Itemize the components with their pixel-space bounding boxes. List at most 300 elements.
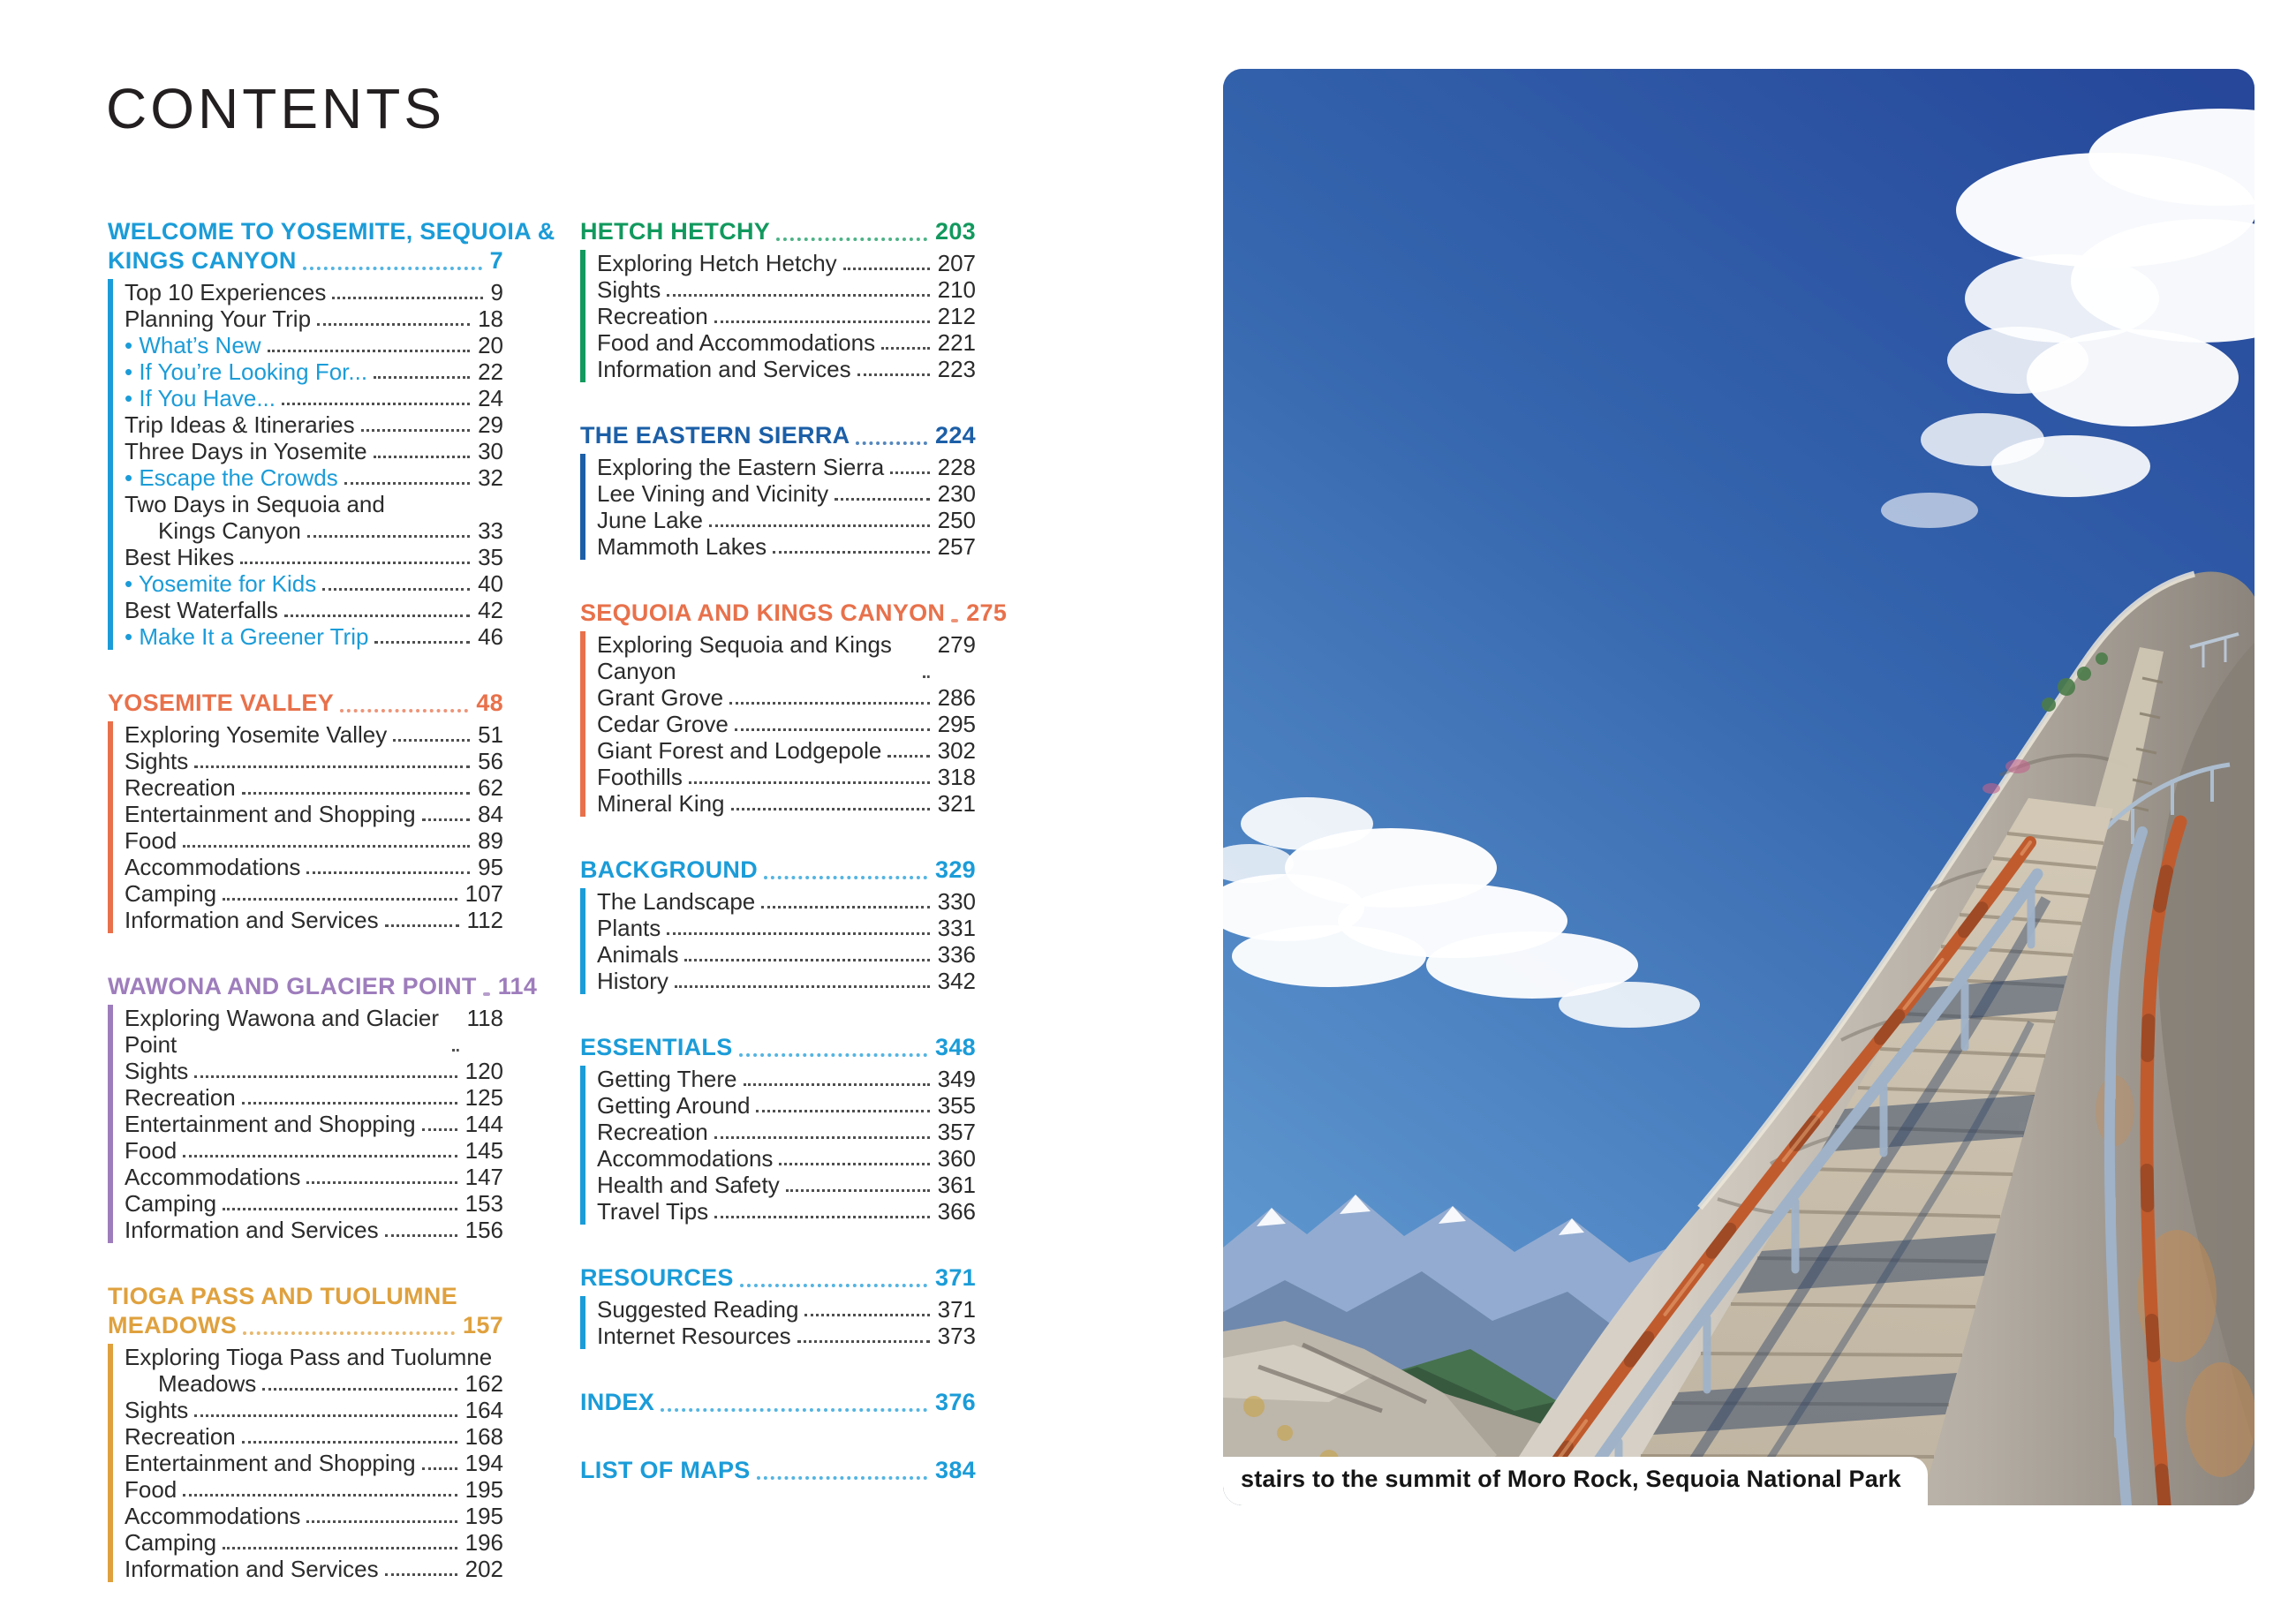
entry-page-number: 40 (478, 570, 503, 597)
entry-page-number: 144 (464, 1111, 503, 1137)
toc-entry (125, 854, 503, 880)
section-title-line (108, 972, 538, 1001)
section-entries (580, 454, 976, 560)
dotted-leader (446, 1005, 465, 1058)
entry-page-number: 257 (937, 533, 976, 560)
dotted-leader (301, 517, 476, 544)
section-page-number: 114 (497, 973, 538, 999)
dotted-leader (828, 480, 935, 507)
entry-page-number: 223 (937, 356, 976, 382)
section-entries (580, 631, 976, 817)
entry-label: Getting Around (597, 1092, 751, 1119)
entry-label: Getting There (597, 1066, 737, 1092)
toc-entry (597, 454, 976, 480)
section-entries (580, 1066, 976, 1225)
entry-label: Recreation (597, 1119, 708, 1145)
dotted-leader (234, 544, 476, 570)
entry-page-number: 228 (937, 454, 976, 480)
dotted-leader (477, 972, 496, 1001)
dotted-leader (668, 968, 936, 994)
toc-entry (597, 1172, 976, 1198)
entry-page-number: 107 (464, 880, 503, 907)
section-title-line (580, 1263, 976, 1293)
toc-entry (597, 888, 976, 915)
section-title-line (108, 1311, 503, 1340)
section-entries (580, 250, 976, 382)
toc-entry (597, 684, 976, 711)
entry-label: • What’s New (125, 332, 261, 358)
toc-entry (125, 411, 503, 438)
toc-entry (597, 711, 976, 737)
entry-label: Three Days in Yosemite (125, 438, 367, 464)
entry-page-number: 145 (464, 1137, 503, 1164)
entry-label: Meadows (158, 1370, 257, 1397)
section-title-text: RESOURCES (580, 1264, 734, 1291)
section-page-number: 376 (935, 1389, 976, 1415)
entry-label: Recreation (597, 303, 708, 329)
entry-label: Camping (125, 1529, 217, 1556)
toc-entry (125, 1450, 503, 1476)
toc-section (580, 217, 976, 382)
toc-entry (597, 941, 976, 968)
dotted-leader (379, 1217, 464, 1243)
dotted-leader (725, 790, 936, 817)
toc-entry (597, 1092, 976, 1119)
entry-page-number: 42 (478, 597, 503, 623)
entry-page-number: 342 (937, 968, 976, 994)
entry-label: Mineral King (597, 790, 725, 817)
entry-label: • Yosemite for Kids (125, 570, 317, 597)
section-title-text: BACKGROUND (580, 856, 758, 883)
dotted-leader (917, 631, 936, 684)
dotted-leader (780, 1172, 936, 1198)
section-title-line (108, 246, 503, 275)
dotted-leader (316, 570, 476, 597)
entry-page-number: 56 (478, 748, 503, 774)
entry-page-number: 349 (937, 1066, 976, 1092)
toc-entry (125, 305, 503, 332)
section-title-line (580, 1456, 976, 1485)
entry-page-number: 156 (464, 1217, 503, 1243)
section-entries (108, 1344, 503, 1582)
entry-page-number: 164 (464, 1397, 503, 1423)
dotted-leader (188, 748, 476, 774)
section-title-text: THE EASTERN SIERRA (580, 422, 850, 449)
toc-entry (125, 438, 503, 464)
dotted-leader (661, 276, 935, 303)
entry-page-number: 18 (478, 305, 503, 332)
dotted-leader (177, 1137, 463, 1164)
toc-section (580, 1033, 976, 1225)
toc-section (580, 1456, 976, 1485)
entry-label: Lee Vining and Vicinity (597, 480, 829, 507)
entry-page-number: 195 (464, 1503, 503, 1529)
section-title-line (580, 599, 1008, 628)
section-entries (580, 888, 976, 994)
dotted-leader (708, 1198, 935, 1225)
toc-entry (597, 1119, 976, 1145)
entry-label: Food and Accommodations (597, 329, 876, 356)
section-title-line (580, 217, 976, 246)
dotted-leader (216, 880, 464, 907)
toc-entry (125, 597, 503, 623)
entry-label: Sights (125, 1397, 189, 1423)
toc-entry (597, 507, 976, 533)
toc-section (108, 217, 555, 650)
entry-page-number: 33 (478, 517, 503, 544)
entry-label: Travel Tips (597, 1198, 709, 1225)
entry-page-number: 22 (478, 358, 503, 385)
section-title-text: INDEX (580, 1389, 655, 1415)
entry-page-number: 194 (464, 1450, 503, 1476)
dotted-leader (368, 623, 476, 650)
entry-label: Giant Forest and Lodgepole (597, 737, 882, 764)
entry-page-number: 279 (937, 631, 976, 658)
toc-entry (597, 1198, 976, 1225)
toc-section (580, 1263, 976, 1349)
dotted-leader (703, 507, 936, 533)
toc-entry (125, 1476, 503, 1503)
toc-entry (125, 880, 503, 907)
entry-page-number: 371 (937, 1296, 976, 1323)
toc-entry (125, 1058, 503, 1084)
toc-entry (125, 570, 503, 597)
toc-entry (597, 737, 976, 764)
entry-page-number: 84 (478, 801, 503, 827)
toc-entry (125, 1344, 503, 1370)
section-title-text: ESSENTIALS (580, 1034, 733, 1060)
toc-entry (597, 790, 976, 817)
dotted-leader (798, 1296, 935, 1323)
entry-label: Sights (125, 1058, 189, 1084)
toc-entry (125, 279, 503, 305)
entry-label: Trip Ideas & Itineraries (125, 411, 355, 438)
moro-rock-photo-art (1223, 69, 2254, 1505)
entry-label: Exploring Sequoia and Kings Canyon (597, 631, 892, 684)
toc-section (580, 599, 1008, 817)
entry-label: Exploring Yosemite Valley (125, 721, 388, 748)
dotted-leader (737, 1066, 936, 1092)
entry-label: History (597, 968, 668, 994)
toc-entry (597, 329, 976, 356)
entry-page-number: 221 (937, 329, 976, 356)
toc-section (580, 856, 976, 994)
toc-entry (125, 1217, 503, 1243)
dotted-leader (256, 1370, 463, 1397)
entry-label: The Landscape (597, 888, 756, 915)
entry-page-number: 32 (478, 464, 503, 491)
entry-label: Entertainment and Shopping (125, 1111, 416, 1137)
dotted-leader (177, 827, 476, 854)
toc-entry (597, 764, 976, 790)
toc-entry (125, 1005, 503, 1058)
section-page-number: 203 (935, 218, 976, 245)
entry-page-number: 30 (478, 438, 503, 464)
dotted-leader (236, 1084, 464, 1111)
section-title-text: YOSEMITE VALLEY (108, 690, 335, 716)
toc-entry (125, 1164, 503, 1190)
toc-entry (597, 356, 976, 382)
entry-label: Sights (125, 748, 189, 774)
toc-entry (125, 358, 503, 385)
entry-page-number: 336 (937, 941, 976, 968)
section-entries (108, 1005, 503, 1243)
section-title-line (580, 856, 976, 885)
entry-label: Accommodations (125, 854, 301, 880)
entry-label: Accommodations (125, 1164, 301, 1190)
dotted-leader (758, 856, 933, 885)
entry-label: Planning Your Trip (125, 305, 312, 332)
section-entries (108, 721, 503, 933)
section-title-line (580, 1033, 976, 1062)
dotted-leader (661, 915, 935, 941)
dotted-leader (945, 599, 964, 628)
section-entries (580, 1296, 976, 1349)
entry-label: Camping (125, 1190, 217, 1217)
section-page-number: 371 (935, 1264, 976, 1291)
dotted-leader (236, 1423, 464, 1450)
section-title-text: SEQUOIA AND KINGS CANYON (580, 599, 946, 626)
toc-entry (125, 517, 503, 544)
entry-label: Information and Services (597, 356, 851, 382)
entry-label: Best Hikes (125, 544, 235, 570)
entry-label: Food (125, 1137, 177, 1164)
entry-page-number: 89 (478, 827, 503, 854)
entry-page-number: 210 (937, 276, 976, 303)
entry-label: Mammoth Lakes (597, 533, 767, 560)
dotted-leader (837, 250, 936, 276)
dotted-leader (326, 279, 488, 305)
entry-label: • If You Have... (125, 385, 276, 411)
entry-label: Food (125, 827, 177, 854)
toc-entry (597, 1296, 976, 1323)
dotted-leader (733, 1033, 934, 1062)
toc-section (108, 689, 503, 933)
toc-entry (125, 1190, 503, 1217)
dotted-leader (355, 411, 476, 438)
entry-label: Plants (597, 915, 661, 941)
section-title-text: TIOGA PASS AND TUOLUMNE (108, 1283, 457, 1309)
dotted-leader (379, 907, 465, 933)
dotted-leader (387, 721, 476, 748)
section-page-number: 157 (463, 1312, 503, 1338)
toc-entry (125, 827, 503, 854)
section-title-line (108, 1282, 503, 1311)
dotted-leader (851, 356, 936, 382)
dotted-leader (729, 711, 936, 737)
toc-section (580, 421, 976, 560)
entry-page-number: 286 (937, 684, 976, 711)
dotted-leader (723, 684, 936, 711)
entry-label: Best Waterfalls (125, 597, 278, 623)
entry-page-number: 95 (478, 854, 503, 880)
dotted-leader (683, 764, 936, 790)
toc-entry (125, 1423, 503, 1450)
entry-page-number: 330 (937, 888, 976, 915)
entry-page-number: 361 (937, 1172, 976, 1198)
entry-label: • Make It a Greener Trip (125, 623, 369, 650)
dotted-leader (276, 385, 476, 411)
photo-caption: stairs to the summit of Moro Rock, Sequoia National Park (1223, 1457, 1928, 1505)
dotted-leader (755, 888, 935, 915)
entry-label: • Escape the Crowds (125, 464, 338, 491)
section-title-text: MEADOWS (108, 1312, 238, 1338)
section-title-text: WELCOME TO YOSEMITE, SEQUOIA & (108, 218, 555, 245)
entry-page-number: 366 (937, 1198, 976, 1225)
entry-page-number: 355 (937, 1092, 976, 1119)
dotted-leader (416, 1111, 464, 1137)
entry-page-number: 168 (464, 1423, 503, 1450)
entry-page-number: 162 (464, 1370, 503, 1397)
entry-label: Health and Safety (597, 1172, 780, 1198)
toc-entry (125, 1397, 503, 1423)
entry-page-number: 357 (937, 1119, 976, 1145)
entry-page-number: 250 (937, 507, 976, 533)
entry-label: Information and Services (125, 907, 379, 933)
entry-page-number: 29 (478, 411, 503, 438)
toc-entry (125, 1084, 503, 1111)
dotted-leader (300, 854, 476, 880)
dotted-leader (311, 305, 476, 332)
section-page-number: 348 (935, 1034, 976, 1060)
toc-columns (108, 217, 1008, 1621)
entry-label: Internet Resources (597, 1323, 791, 1349)
dotted-leader (416, 801, 477, 827)
entry-label: Recreation (125, 1423, 236, 1450)
toc-entry (125, 907, 503, 933)
entry-label: Camping (125, 880, 217, 907)
toc-entry (125, 721, 503, 748)
moro-rock-photo (1223, 69, 2254, 1505)
toc-entry (597, 480, 976, 507)
entry-page-number: 202 (464, 1556, 503, 1582)
toc-entry (597, 631, 976, 684)
entry-label: Information and Services (125, 1217, 379, 1243)
entry-label: Top 10 Experiences (125, 279, 327, 305)
entry-page-number: 20 (478, 332, 503, 358)
entry-label: Accommodations (597, 1145, 774, 1172)
entry-label: Exploring Tioga Pass and Tuolumne (125, 1344, 493, 1370)
entry-page-number: 125 (464, 1084, 503, 1111)
entry-page-number: 118 (466, 1005, 503, 1031)
section-title-text: LIST OF MAPS (580, 1457, 751, 1483)
entry-label: Recreation (125, 774, 236, 801)
toc-section (108, 972, 538, 1243)
entry-label: Recreation (125, 1084, 236, 1111)
toc-entry (125, 1370, 503, 1397)
toc-entry (125, 801, 503, 827)
dotted-leader (773, 1145, 935, 1172)
dotted-leader (236, 774, 476, 801)
toc-entry (125, 332, 503, 358)
entry-page-number: 24 (478, 385, 503, 411)
dotted-leader (367, 358, 476, 385)
toc-entry (597, 250, 976, 276)
toc-entry (125, 385, 503, 411)
entry-label: Animals (597, 941, 679, 968)
section-title-line (580, 1388, 976, 1417)
dotted-leader (884, 454, 935, 480)
toc-entry (597, 968, 976, 994)
toc-entry (125, 623, 503, 650)
entry-label: Sights (597, 276, 661, 303)
dotted-leader (850, 421, 933, 450)
dotted-leader (367, 438, 476, 464)
entry-label: Two Days in Sequoia and (125, 491, 385, 517)
entry-label: Accommodations (125, 1503, 301, 1529)
section-title-line (108, 689, 503, 718)
dotted-leader (881, 737, 935, 764)
section-title-text: WAWONA AND GLACIER POINT (108, 973, 477, 999)
toc-entry (125, 774, 503, 801)
page-title: CONTENTS (106, 77, 445, 140)
dotted-leader (734, 1263, 933, 1293)
entry-page-number: 153 (464, 1190, 503, 1217)
section-title-text: HETCH HETCHY (580, 218, 771, 245)
entry-page-number: 9 (490, 279, 503, 305)
entry-page-number: 321 (937, 790, 976, 817)
entry-page-number: 147 (464, 1164, 503, 1190)
toc-entry (125, 464, 503, 491)
section-page-number: 7 (489, 247, 503, 274)
section-title-text: KINGS CANYON (108, 247, 297, 274)
toc-entry (125, 544, 503, 570)
dotted-leader (770, 217, 933, 246)
toc-entry (597, 915, 976, 941)
dotted-leader (338, 464, 476, 491)
entry-label: Foothills (597, 764, 683, 790)
toc-column-1 (108, 217, 555, 1621)
entry-page-number: 373 (937, 1323, 976, 1349)
section-entries (108, 279, 503, 650)
dotted-leader (678, 941, 935, 968)
toc-entry (597, 303, 976, 329)
entry-page-number: 318 (937, 764, 976, 790)
toc-entry (125, 1529, 503, 1556)
section-page-number: 48 (476, 690, 503, 716)
dotted-leader (188, 1397, 463, 1423)
toc-section (108, 1282, 503, 1582)
section-page-number: 329 (935, 856, 976, 883)
entry-page-number: 195 (464, 1476, 503, 1503)
section-title-line (108, 217, 555, 246)
entry-page-number: 35 (478, 544, 503, 570)
toc-entry (597, 1323, 976, 1349)
entry-page-number: 360 (937, 1145, 976, 1172)
dotted-leader (216, 1190, 464, 1217)
entry-label: • If You’re Looking For... (125, 358, 368, 385)
entry-page-number: 302 (937, 737, 976, 764)
dotted-leader (177, 1476, 463, 1503)
entry-page-number: 62 (478, 774, 503, 801)
dotted-leader (379, 1556, 464, 1582)
toc-entry (597, 1145, 976, 1172)
dotted-leader (708, 1119, 936, 1145)
dotted-leader (416, 1450, 464, 1476)
dotted-leader (708, 303, 936, 329)
dotted-leader (188, 1058, 463, 1084)
entry-page-number: 120 (464, 1058, 503, 1084)
dotted-leader (300, 1503, 463, 1529)
dotted-leader (261, 332, 477, 358)
entry-page-number: 112 (466, 907, 503, 933)
dotted-leader (750, 1092, 935, 1119)
entry-page-number: 207 (937, 250, 976, 276)
toc-entry (597, 276, 976, 303)
toc-section (580, 1388, 976, 1417)
entry-label: Food (125, 1476, 177, 1503)
entry-label: Entertainment and Shopping (125, 1450, 416, 1476)
